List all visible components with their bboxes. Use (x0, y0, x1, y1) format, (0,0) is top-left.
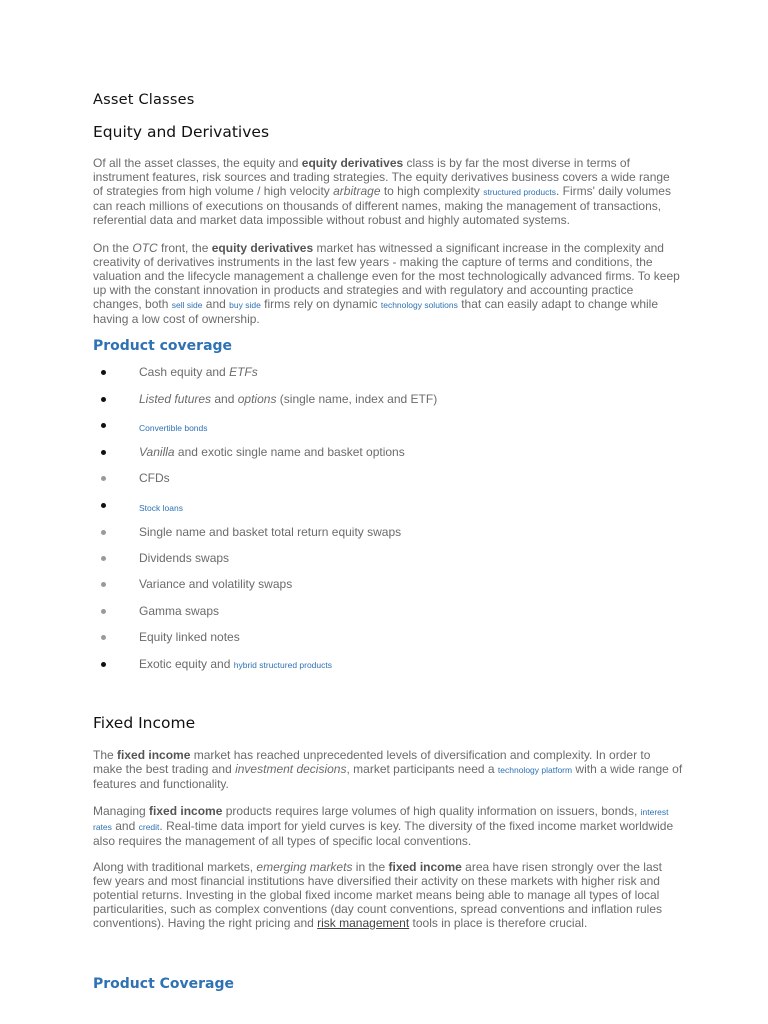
list-item: Exotic equity and hybrid structured products (0, 657, 600, 673)
list-item: Dividends swaps (0, 551, 600, 567)
list-item: Single name and basket total return equity swaps (0, 525, 600, 541)
inline-link[interactable]: Convertible bonds (139, 423, 208, 433)
heading-asset-classes: Asset Classes (93, 92, 195, 108)
inline-link[interactable]: structured products (483, 187, 556, 197)
fixed-income-paragraph-1: The fixed income market has reached unprecedented levels of diversification and complexity. In order to make the best trading and investment decisions, market participants need a technology platform with a wide range of features and functionality. (93, 748, 683, 791)
inline-link[interactable]: credit (138, 822, 160, 832)
inline-link[interactable]: Stock loans (139, 503, 183, 513)
list-item: Gamma swaps (0, 604, 600, 620)
bullet-icon (101, 635, 106, 640)
inline-link[interactable]: buy side (229, 300, 261, 310)
bullet-icon (101, 503, 106, 508)
bold-text: fixed income (388, 860, 462, 874)
bold-text: fixed income (149, 804, 223, 818)
list-item (0, 498, 600, 514)
inline-link[interactable]: technology solutions (380, 300, 458, 310)
inline-link[interactable]: hybrid structured products (233, 660, 333, 670)
italic-text: options (237, 392, 277, 406)
bullet-icon (101, 609, 106, 614)
italic-text: arbitrage (333, 184, 381, 198)
italic-text: investment decisions (235, 762, 347, 776)
italic-text: emerging markets (256, 860, 353, 874)
inline-link[interactable]: sell side (171, 300, 203, 310)
italic-text: Vanilla (139, 445, 175, 459)
italic-text: Listed futures (139, 392, 212, 406)
fixed-income-paragraph-2: Managing fixed income products requires large volumes of high quality information on issuers, bonds, interest rates and credit. Real-time data import for yield curves is key. The diversity of the fixed income market worldwide also requires the management of all types of specific local conventions. (93, 804, 674, 848)
inline-link[interactable]: technology platform (497, 765, 573, 775)
bold-text: equity derivatives (301, 156, 404, 170)
bold-text: fixed income (117, 748, 191, 762)
bullet-icon (101, 582, 106, 587)
bold-text: equity derivatives (211, 241, 314, 255)
heading-fixed-income: Fixed Income (93, 714, 196, 732)
bullet-icon (101, 476, 106, 481)
list-item: Listed futures and options (single name, index and ETF) (0, 392, 600, 408)
inline-link[interactable]: risk management (317, 916, 410, 930)
product-coverage-heading-2: Product Coverage (93, 976, 235, 992)
equity-paragraph-2: On the OTC front, the equity derivatives market has witnessed a significant increase in the complexity and creativity of derivatives instruments in the last few years - making the capture of terms and conditions, the valuation and the lifecycle management a challenge even for the most technologically advanced firms. To keep up with the constant innovation in products and strategies and with regulatory and accounting practice changes, both sell side and buy side firms rely on dynamic technology solutions that can easily adapt to change while having a low cost of ownership. (93, 241, 680, 326)
bullet-icon (101, 450, 106, 455)
list-item: Variance and volatility swaps (0, 577, 600, 593)
bullet-icon (101, 662, 106, 667)
product-coverage-heading: Product coverage (93, 338, 233, 354)
bullet-icon (101, 370, 106, 375)
bullet-icon (101, 423, 106, 428)
list-item: Equity linked notes (0, 630, 600, 646)
inline-link[interactable]: interest rates (93, 807, 669, 832)
heading-equity-derivatives: Equity and Derivatives (93, 123, 270, 141)
list-item: Vanilla and exotic single name and basket options (0, 445, 600, 461)
italic-text: OTC (132, 241, 158, 255)
list-item: Cash equity and ETFs (0, 365, 600, 381)
bullet-icon (101, 397, 106, 402)
fixed-income-paragraph-3: Along with traditional markets, emerging markets in the fixed income area have risen strongly over the last few years and most financial institutions have diversified their activity on these markets with higher risk and potential returns. Investing in the global fixed income market means being able to manage all types of local particularities, such as complex conventions (day count conventions, spread conventions and inflation rules conventions). Having the right pricing and risk management tools in place is therefore crucial. (93, 860, 662, 930)
bullet-icon (101, 556, 106, 561)
bullet-icon (101, 530, 106, 535)
equity-paragraph-1: Of all the asset classes, the equity and equity derivatives class is by far the most diverse in terms of instrument features, risk sources and trading strategies. The equity derivatives business covers a wide range of strategies from high volume / high velocity arbitrage to high complexity structured products. Firms' daily volumes can reach millions of executions on thousands of different names, making the management of transactions, referential data and market data impossible without robust and highly automated systems. (93, 156, 671, 227)
list-item (0, 418, 600, 434)
list-item: CFDs (0, 471, 600, 487)
italic-text: ETFs (229, 365, 258, 379)
